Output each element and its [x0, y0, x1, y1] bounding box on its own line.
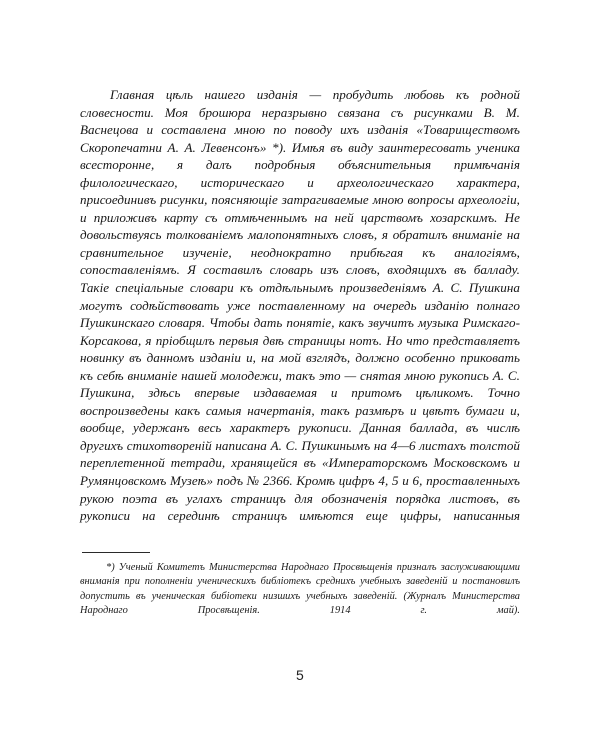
footnote-text: *) Ученый Комитетъ Министерства Народнаго Просвѣщенія призналъ заслуживающими вниманія при пополненіи ученическихъ библіотекъ среднихъ учебныхъ заведеній и постановилъ допустить въ ученическая бибіотеки низшихъ учебныхъ заведеній. (Журналъ Министерства Народнаго Просвѣщенія. 1914 г. май).	[80, 562, 520, 617]
body-text-block	[80, 86, 520, 542]
page-number: 5	[296, 667, 304, 683]
footnote-block	[80, 552, 520, 633]
body-paragraph: Главная цѣль нашего изданія — пробудить любовь къ родной словесности. Моя брошюра неразрывно связана съ рисунками В. М. Васнецова и составлена мною по поводу ихъ изданія «Товариществомъ Скоропечатни А. А. Левенсонъ» *). Имѣя въ виду заинтересовать ученика всесторонне, я далъ подробныя объяснительныя примѣчанія филологическаго, историческаго и археологическаго характера, присоединивъ рисунки, поясняющіе затрагиваемые мною вопросы археологіи, и приложивъ карту съ отмѣченнымъ на ней царствомъ хозарскимъ. Не довольствуясь толкованіемъ малопонятныхъ словъ, я обратилъ вниманіе на сравнительное изученіе, неоднократно прибѣгая къ аналогіямъ, сопоставленіямъ. Я составилъ словарь изъ словъ, входящихъ въ балладу. Такіе спеціальные словари къ отдѣльнымъ произведеніямъ А. С. Пушкина могутъ содѣйствовать уже поставленному на очередь изданію полнаго Пушкинскаго словаря. Чтобы дать понятіе, какъ звучитъ музыка Римскаго-Корсакова, я пріобщилъ первыя двѣ страницы нотъ. Но что представляетъ новинку въ данномъ изданіи и, на мой взглядъ, должно особенно приковать къ себѣ вниманіе нашей молодежи, такъ это — снятая мною рукопись А. С. Пушкина, здѣсь впервые издаваемая и притомъ цѣликомъ. Точно воспроизведены какъ самыя начертанія, такъ размѣръ и цвѣтъ бумаги и, вообще, удержанъ весь характеръ рукописи. Данная баллада, въ числѣ другихъ стихотвореній написана А. С. Пушкинымъ на 4—6 листахъ толстой переплетенной тетради, хранящейся въ «Императорскомъ Московскомъ и Румянцовскомъ Музеѣ» подъ № 2366. Кромѣ цифръ 4, 5 и 6, проставленныхъ рукою поэта въ углахъ страницъ для обозначенія порядка листовъ, въ рукописи на серединѣ страницъ имѣются еще цифры, написанныя	[80, 87, 520, 524]
footnote-separator-rule	[82, 552, 150, 553]
